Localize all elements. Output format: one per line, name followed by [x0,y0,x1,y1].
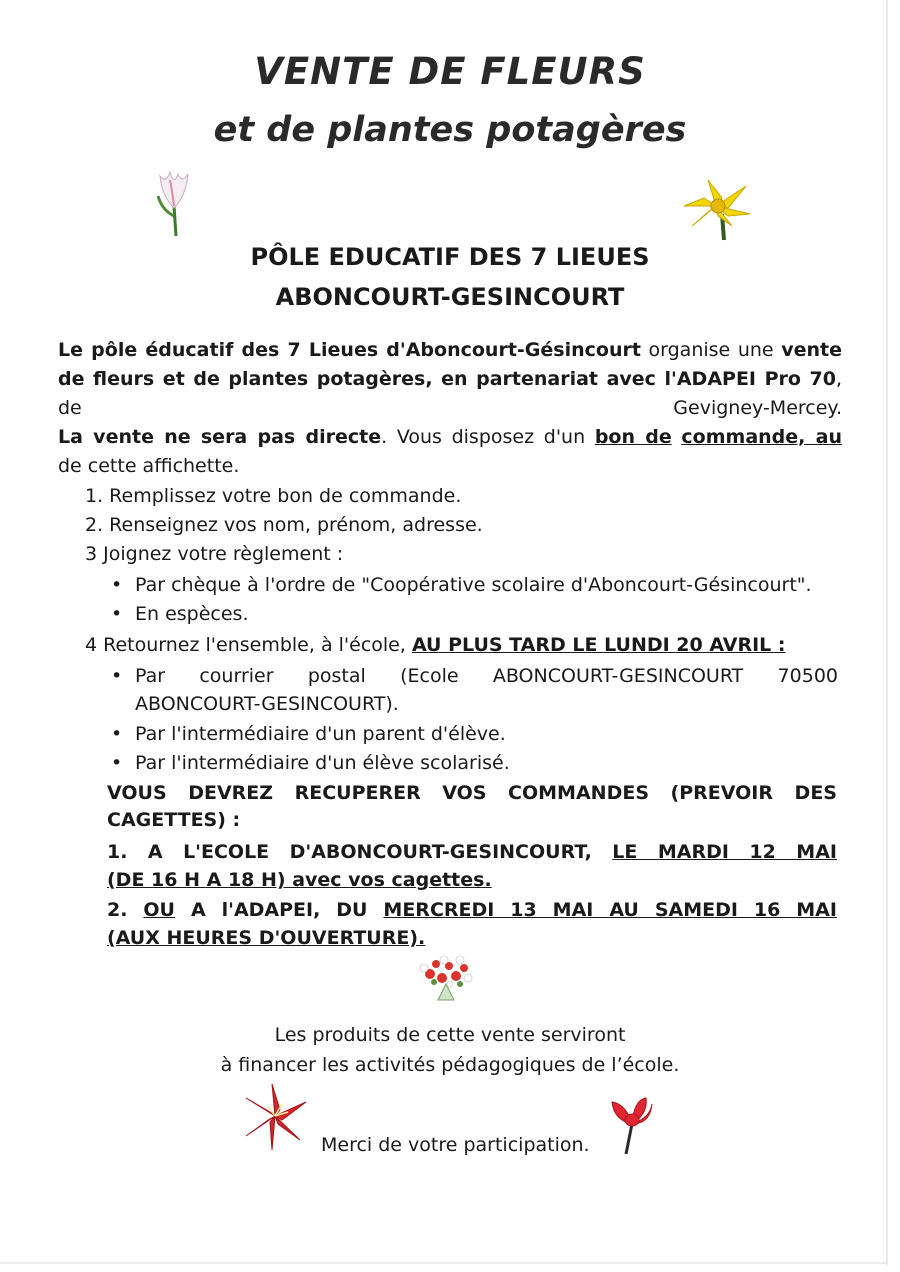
order-form-text: . Vous disposez d'un [381,426,595,448]
step-4 [85,631,786,660]
pickup-option-1-date: LE MARDI 12 MAI [612,841,837,863]
pickup-option-1-place: 1. A L'ECOLE D'ABONCOURT-GESINCOURT, [107,841,592,863]
pickup-option-2-place: A l'ADAPEI, DU [190,899,368,921]
intro-text-1: organise une [640,339,782,361]
daffodil-flower-icon [678,176,754,242]
return-via-parent: • Par l'intermédiaire d'un parent d'élève. [135,720,506,749]
intro-sale-partnership: vente de fleurs et de plantes potagères, en partenariat avec l'ADAPEI Pro 70 [58,339,842,390]
return-by-mail [135,662,838,691]
heading-line-2: ABONCOURT-GESINCOURT [275,283,625,311]
step-3: 3 Joignez votre règlement : [85,543,344,565]
intro-text-2: , de Gevigney-Mercey. [58,368,842,419]
order-form-link-1: bon de [594,426,672,448]
pickup-option-2-hours [107,924,837,953]
order-form-line [58,423,842,452]
step-4-text: 4 Retournez l'ensemble, à l'école, [85,634,412,656]
bouquet-flower-icon [416,954,476,1008]
pickup-option-1-hours [107,866,837,895]
pickup-notice-line-1: VOUS DEVREZ RECUPERER VOS COMMANDES (PREVOIR DES [107,782,837,804]
return-via-pupil: • Par l'intermédiaire d'un élève scolarisé. [135,749,510,778]
return-by-mail-line-2: ABONCOURT-GESINCOURT). [135,693,399,715]
step-1: 1. Remplissez votre bon de commande. [85,485,462,507]
step-2: 2. Renseignez vos nom, prénom, adresse. [85,514,483,536]
deadline-text: AU PLUS TARD LE LUNDI 20 AVRIL : [411,634,786,656]
footer-line-1: Les produits de cette vente serviront [274,1024,626,1046]
payment-cash: • En espèces. [135,600,249,629]
order-form-link-2: commande, au [681,426,842,448]
pickup-option-2 [107,896,837,925]
title-line-1: VENTE DE FLEURS [254,50,646,93]
cyclamen-flower-icon [604,1094,654,1156]
page-bottom-edge [0,1262,886,1264]
intro-school-name: Le pôle éducatif des 7 Lieues d'Aboncourt-Gésincourt [58,339,641,361]
pickup-option-2-hours-text: (AUX HEURES D'OUVERTURE). [107,927,426,949]
order-form-line-2: de cette affichette. [58,455,240,477]
not-direct-sale-text: La vente ne sera pas directe [58,426,382,448]
payment-cheque: • Par chèque à l'ordre de "Coopérative scolaire d'Aboncourt-Gésincourt". [135,571,812,600]
title-line-2: et de plantes potagères [213,110,687,150]
intro-paragraph [58,336,842,423]
heading-line-1: PÔLE EDUCATIF DES 7 LIEUES [250,243,650,271]
footer-line-2: à financer les activités pédagogiques de l’école. [220,1054,680,1076]
pickup-option-2-or: OU [143,899,175,921]
pickup-notice-line-2: CAGETTES) : [107,809,241,831]
tulip-flower-icon [148,166,200,238]
return-by-mail-line-1: Par courrier postal (Ecole ABONCOURT-GESINCOURT 70500 [135,665,838,687]
pickup-option-2-dates: MERCREDI 13 MAI AU SAMEDI 16 MAI [383,899,837,921]
red-lily-flower-icon [242,1082,308,1152]
pickup-option-1-hours-text: (DE 16 H A 18 H) avec vos cagettes. [107,869,492,891]
bullet-mark: • [111,665,123,687]
pickup-option-1 [107,838,837,867]
thanks-text: Merci de votre participation. [321,1134,590,1156]
pickup-option-2-number: 2. [107,899,128,921]
